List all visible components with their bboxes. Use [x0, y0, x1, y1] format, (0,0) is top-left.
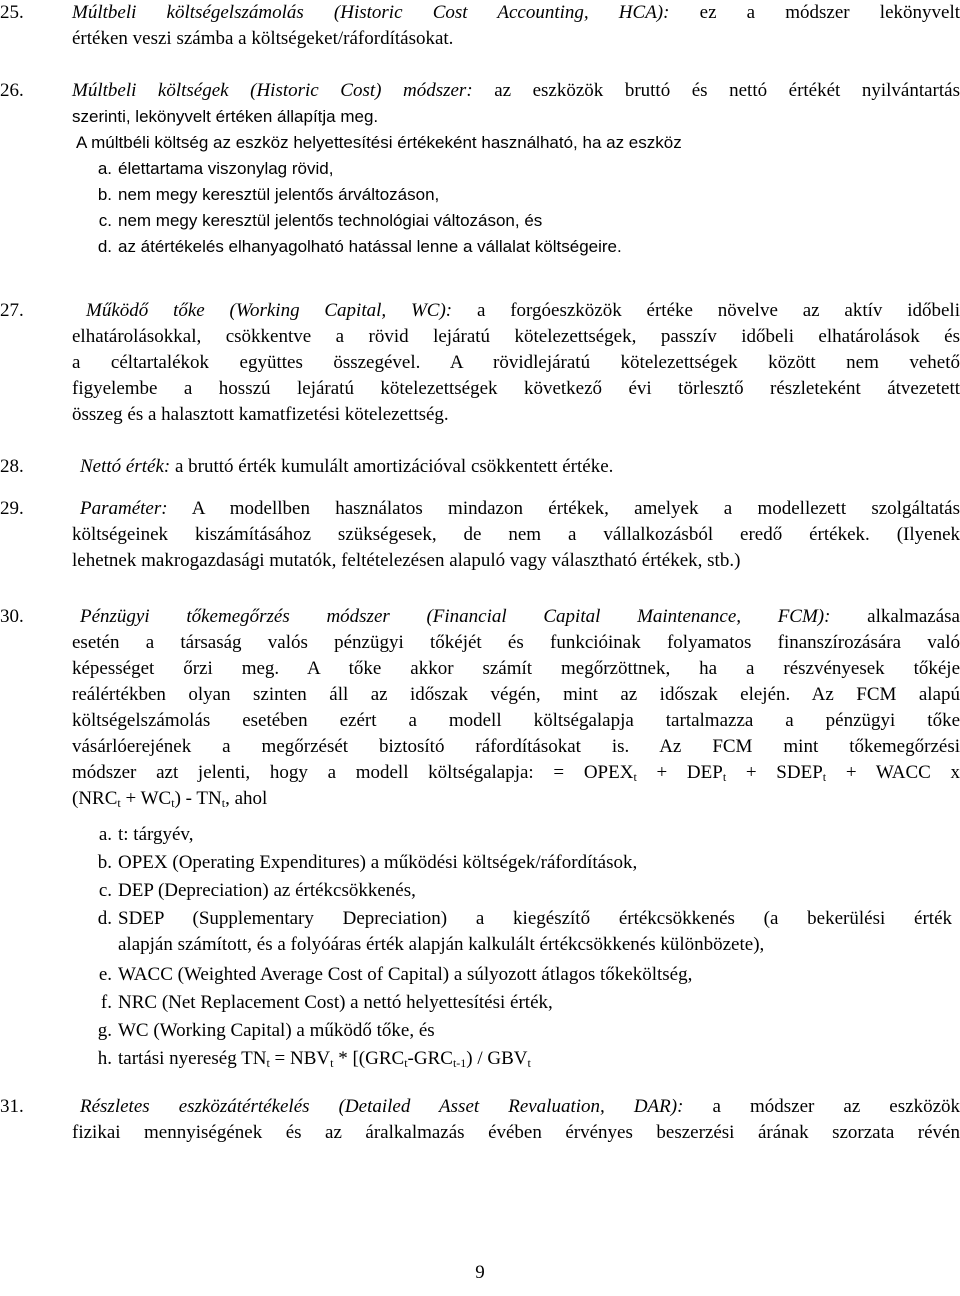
list-text: DEP (Depreciation) az értékcsökkenés, — [118, 880, 416, 901]
list-item — [98, 962, 952, 988]
text-line: reálértékben olyan szinten áll az időszak végén, mint az időszak elején. Az FCM alapú — [72, 684, 960, 705]
formula-text: ) - TN — [174, 788, 222, 809]
text-line: összeg és a halasztott kamatfizetési kötelezettség. — [72, 404, 449, 425]
text-line: lehetnek makrogazdasági mutatók, feltételezésen alapuló vagy választható értékek, stb.) — [72, 550, 741, 571]
formula-text: ) / GBV — [466, 1048, 528, 1069]
list-item — [97, 1046, 952, 1072]
definition-text: ez a módszer lekönyvelt — [669, 2, 960, 23]
subscript: t — [171, 796, 175, 810]
formula-text: + SDEP — [726, 762, 823, 783]
subscript: t — [404, 1056, 408, 1070]
definition-text: a módszer az eszközök — [683, 1096, 960, 1117]
list-item — [97, 156, 952, 182]
page-number: 9 — [475, 1262, 485, 1283]
definition-27 — [0, 298, 960, 438]
definition-text: alkalmazása — [830, 606, 960, 627]
text-line: esetén a társaság valós pénzügyi tőkéjét és funkcióinak folyamatos finanszírozására való — [72, 632, 960, 653]
definition-text: a forgóeszközök értéke növelve az aktív időbeli — [452, 300, 960, 321]
formula-line — [72, 786, 960, 812]
list-text: WC (Working Capital) a működő tőke, és — [118, 1020, 435, 1041]
text-line: szerinti, lekönyvelt értéken állapítja meg. — [72, 107, 379, 126]
subscript: t — [221, 796, 226, 810]
list-label: g. — [97, 1020, 112, 1041]
list-text: nem megy keresztül jelentős technológiai változáson, és — [118, 211, 543, 230]
formula-text: tartási nyereség TN — [118, 1048, 267, 1069]
sub-list — [72, 822, 952, 1082]
list-label: a. — [97, 159, 112, 178]
term: Paraméter: — [80, 498, 168, 519]
list-item — [97, 234, 952, 260]
list-text: élettartama viszonylag rövid, — [118, 159, 334, 178]
formula-text: * [(GRC — [333, 1048, 405, 1069]
list-text: nem megy keresztül jelentős árváltozáson, — [118, 185, 440, 204]
list-item — [100, 990, 952, 1016]
subscript: t — [527, 1056, 531, 1070]
term: Működő tőke (Working Capital, WC): — [86, 300, 453, 321]
text-line: értéken veszi számba a költségeket/ráfordításokat. — [72, 28, 454, 49]
text-line: figyelembe a hosszú lejáratú kötelezettségek következő évi törlesztő részleteként átvezetett — [72, 378, 960, 399]
subscript: t-1 — [452, 1056, 467, 1070]
formula-text: , ahol — [225, 788, 268, 809]
text-line: fizikai mennyiségének és az áralkalmazás évében érvényes beszerzési árának szorzata révén — [72, 1122, 960, 1143]
list-label: a. — [98, 824, 112, 845]
term: Múltbeli költségek (Historic Cost) módszer: — [72, 80, 473, 101]
text-line: elhatárolásokkal, csökkentve a rövid lejáratú kötelezettségek, passzív időbeli elhatárolások és — [72, 326, 960, 347]
subscript: t — [822, 770, 827, 784]
subscript: t — [633, 770, 637, 784]
definition-26 — [0, 78, 960, 278]
list-item — [98, 822, 952, 848]
item-number: 28. — [0, 456, 24, 477]
text-line: költségelszámolás esetében ezért a modell költségalapja tartalmazza a pénzügyi tőke — [72, 710, 960, 731]
list-text: NRC (Net Replacement Cost) a nettó helyettesítési érték, — [118, 992, 553, 1013]
list-item — [98, 878, 952, 904]
definition-25 — [0, 0, 960, 60]
item-number: 30. — [0, 606, 24, 627]
definition-text: a bruttó érték kumulált amortizációval csökkentett értéke. — [170, 456, 614, 477]
item-number: 26. — [0, 80, 24, 101]
formula-text: + WC — [120, 788, 172, 809]
formula-line — [72, 760, 960, 786]
text-line: képességet őrzi meg. A tőke akkor számít megőrzöttnek, ha a részvényesek tőkéje — [72, 658, 960, 679]
item-number: 27. — [0, 300, 24, 321]
text-line — [72, 0, 960, 26]
list-item — [97, 850, 952, 876]
text-line — [86, 298, 960, 324]
definition-text: A modellben használatos mindazon értékek, amelyek a modellezett szolgáltatás — [167, 498, 960, 519]
list-item — [97, 906, 952, 958]
formula-text: módszer azt jelenti, hogy a modell költségalapja: = OPEX — [72, 762, 634, 783]
formula-text: (NRC — [72, 788, 118, 809]
formula-text: + DEP — [636, 762, 723, 783]
text-line: vásárlóerejének a megőrzését biztosító ráfordításokat is. Az FCM mint tőkemegőrzési — [72, 736, 960, 757]
list-text: SDEP (Supplementary Depreciation) a kiegészítő értékcsökkenés (a bekerülési érték — [118, 908, 952, 929]
subscript: t — [266, 1056, 270, 1070]
subscript: t — [117, 796, 121, 810]
list-text: WACC (Weighted Average Cost of Capital) a súlyozott átlagos tőkeköltség, — [118, 964, 693, 985]
definition-30 — [0, 604, 960, 1084]
text-line: a céltartalékok együttes összegével. A rövidlejáratú kötelezettségek között nem vehető — [72, 352, 960, 373]
definition-31 — [0, 1094, 960, 1154]
list-label: f. — [100, 992, 112, 1013]
text-line: A múltbéli költség az eszköz helyettesítési értékeként használható, ha az eszköz — [76, 133, 682, 152]
list-item — [97, 182, 952, 208]
text-line: költségeinek kiszámításához szükségesek, de nem a vállalkozásból eredő értékek. (Ilyenek — [72, 524, 960, 545]
list-label: h. — [97, 1048, 112, 1069]
text-line — [80, 604, 960, 630]
list-label: b. — [97, 185, 112, 204]
term: Múltbeli költségelszámolás (Historic Cost Accounting, HCA): — [72, 2, 670, 23]
text-line — [80, 1094, 960, 1120]
term: Részletes eszközátértékelés (Detailed Asset Revaluation, DAR): — [80, 1096, 684, 1117]
item-number: 29. — [0, 498, 24, 519]
list-text-continued: alapján számított, és a folyóáras érték alapján kalkulált értékcsökkenés különbözete), — [118, 934, 765, 955]
item-number: 25. — [0, 2, 24, 23]
list-text: OPEX (Operating Expenditures) a működési költségek/ráfordítások, — [118, 852, 638, 873]
list-label: b. — [97, 852, 112, 873]
text-line — [72, 78, 960, 104]
term: Nettó érték: — [80, 456, 171, 477]
list-text: t: tárgyév, — [118, 824, 194, 845]
subscript: t — [722, 770, 727, 784]
formula-text: + WACC x — [826, 762, 960, 783]
list-label: d. — [97, 237, 112, 256]
list-item — [98, 208, 952, 234]
list-text: az átértékelés elhanyagolható hatással lenne a vállalat költségeire. — [118, 237, 622, 256]
text-line — [80, 496, 960, 522]
definition-28 — [0, 454, 960, 484]
text-line — [80, 454, 960, 480]
list-label: e. — [98, 964, 112, 985]
formula-text: = NBV — [269, 1048, 331, 1069]
definition-text: az eszközök bruttó és nettó értékét nyilvántartás — [472, 80, 960, 101]
item-number: 31. — [0, 1096, 24, 1117]
definition-29 — [0, 496, 960, 582]
list-label: c. — [98, 211, 112, 230]
list-label: d. — [97, 908, 112, 929]
sub-list — [72, 156, 952, 266]
list-label: c. — [98, 880, 112, 901]
formula-text: -GRC — [407, 1048, 453, 1069]
subscript: t — [330, 1056, 334, 1070]
list-item — [97, 1018, 952, 1044]
term: Pénzügyi tőkemegőrzés módszer (Financial Capital Maintenance, FCM): — [80, 606, 831, 627]
